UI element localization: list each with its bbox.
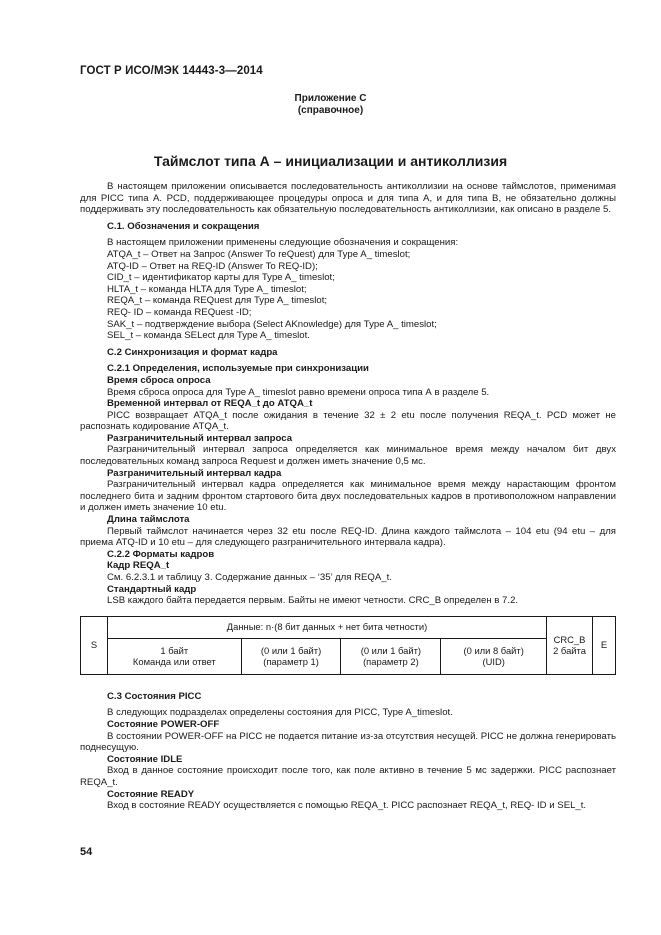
end-cell: E (593, 616, 616, 674)
cell-size: (0 или 1 байт) (260, 644, 322, 656)
abbrev-item: SEL_t – команда SELect для Type A_ timeslot. (107, 330, 310, 342)
data-cell-command (107, 638, 241, 674)
frame-format-table (80, 616, 616, 675)
time-interval-heading: Временной интервал от REQA_t до ATQA_t (107, 398, 313, 410)
intro-paragraph: В настоящем приложении описывается последовательность антиколлизии на основе таймслотов, применимая для PICC типа А. PCD, поддерживающее процедуры опроса и для типа А, и для типа В, не обязательно должны поддерживать эту последовательность как обязательную последовательность антиколлизии, как описано в разделе 5. (80, 181, 616, 216)
page-title: Таймслот типа А – инициализации и антиколлизия (153, 153, 508, 169)
idle-text: Вход в данное состояние происходит после того, как поле активно в течение 5 мс задержки. PICC распознает REQA_t. (80, 765, 616, 788)
appendix-label: Приложение С (294, 93, 367, 104)
start-cell: S (81, 616, 108, 674)
crc-cell (547, 616, 593, 674)
poweroff-heading: Состояние POWER-OFF (107, 718, 220, 730)
section-c21-heading: С.2.1 Определения, используемые при синхронизации (107, 363, 369, 375)
standard-frame-heading: Стандартный кадр (107, 583, 197, 595)
section-c3-heading: С.3 Состояния PICC (107, 690, 202, 702)
poll-reset-text: Время сброса опроса для Type A_ timeslot равно времени опроса типа А в разделе 5. (107, 386, 490, 398)
document-code: ГОСТ Р ИСО/МЭК 14443-3—2014 (80, 65, 263, 77)
c3-lead: В следующих подразделах определены состояния для PICC, Type A_timeslot. (107, 707, 453, 719)
frame-guard-text: Разграничительный интервал кадра определяется как минимальное время между нарастающим фронтом последнего бита и задним фронтом стартового бита двух последовательных кадров в противоположном направлении и должен иметь значение 10 etu. (80, 479, 616, 514)
reqa-frame-heading: Кадр REQA_t (107, 560, 170, 572)
poweroff-text: В состоянии POWER-OFF на PICC не подается питание из-за отсутствия несущей. PICC не должна генерировать поднесущую. (80, 730, 616, 754)
slot-length-text: Первый таймслот начинается через 32 etu после REQ-ID. Длина каждого таймслота – 104 etu (94 etu – для приема ATQ-ID и 10 etu – для следующего разграничительного интервала кадра). (80, 525, 616, 549)
frame-guard-heading: Разграничительный интервал кадра (107, 467, 282, 479)
standard-frame-text: LSB каждого байта передается первым. Байты не имеют четности. CRC_B определен в 7.2. (107, 595, 519, 607)
abbrev-item: HLTA_t – команда HLTA для Type A_ timeslot; (107, 283, 307, 295)
page-number: 54 (80, 846, 93, 858)
data-cell-param2 (341, 638, 441, 674)
poll-reset-heading: Время сброса опроса (107, 374, 211, 386)
crc-label: CRC_B (553, 633, 586, 645)
section-c2-heading: С.2 Синхронизация и формат кадра (107, 346, 278, 358)
abbrev-item: REQ- ID – команда REQuest -ID; (107, 306, 252, 318)
slot-length-heading: Длина таймслота (107, 514, 190, 526)
cell-desc: (UID) (482, 656, 505, 668)
data-header-cell: Данные: n·(8 бит данных + нет бита четности) (107, 616, 546, 638)
request-guard-text: Разграничительный интервал запроса определяется как минимальное время между началом бит двух последовательных команд запроса Request и должен иметь значение 0,5 мс. (80, 444, 616, 468)
request-guard-heading: Разграничительный интервал запроса (107, 432, 293, 444)
cell-size: (0 или 8 байт) (463, 644, 524, 656)
cell-desc: (параметр 1) (263, 656, 319, 668)
cell-desc: Команда или ответ (132, 656, 216, 668)
cell-size: (0 или 1 байт) (360, 644, 422, 656)
abbrev-item: REQA_t – команда REQuest для Type A_ timeslot; (107, 295, 328, 307)
data-cell-param1 (241, 638, 341, 674)
abbrev-item: ATQA_t – Ответ на Запрос (Answer To reQuest) для Type A_ timeslot; (107, 248, 411, 260)
cell-size: 1 байт (160, 644, 189, 656)
crc-size: 2 байта (553, 645, 586, 657)
abbrev-item: CID_t – идентификатор карты для Type A_ timeslot; (107, 272, 335, 284)
cell-desc: (параметр 2) (363, 656, 419, 668)
abbrev-item: SAK_t – подтверждение выбора (Select AKnowledge) для Type A_ timeslot; (107, 318, 437, 330)
section-c22-heading: С.2.2 Форматы кадров (107, 548, 215, 560)
ready-heading: Состояние READY (107, 788, 195, 800)
idle-heading: Состояние IDLE (107, 753, 183, 765)
time-interval-text: PICC возвращает ATQA_t после ожидания в течение 32 ± 2 etu после получения REQA_t. PCD может не распознать кодирование ATQA_t. (80, 409, 616, 433)
body-text (80, 181, 616, 812)
ready-text: Вход в состояние READY осуществляется с помощью REQA_t. PICC распознает REQA_t, REQ- ID и SEL_t. (107, 800, 587, 812)
appendix-type: (справочное) (297, 105, 364, 116)
data-cell-uid (441, 638, 547, 674)
c1-lead: В настоящем приложении применены следующие обозначения и сокращения: (107, 237, 459, 249)
section-c1-heading: С.1. Обозначения и сокращения (107, 220, 260, 232)
reqa-frame-text: См. 6.2.3.1 и таблицу 3. Содержание данных – ‘35’ для REQA_t. (107, 572, 392, 583)
abbrev-item: ATQ-ID – Ответ на REQ-ID (Answer To REQ-ID); (107, 260, 318, 272)
